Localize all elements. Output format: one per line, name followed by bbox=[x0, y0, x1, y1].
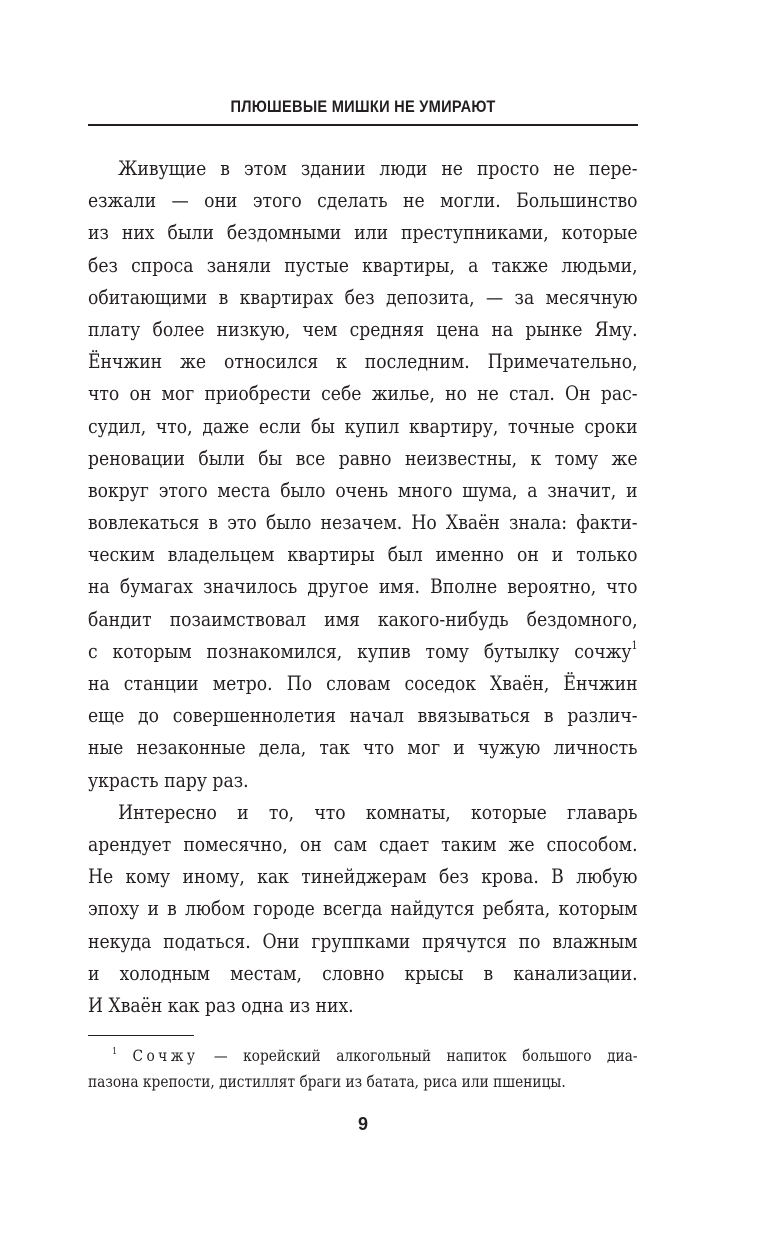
footnote-line: пазона крепости, дистиллят браги из батата, риса или пшеницы. bbox=[88, 1072, 566, 1091]
text-line: что он мог приобрести себе жилье, но не стал. Он рас- bbox=[88, 381, 638, 406]
footnote-marker[interactable]: 1 bbox=[631, 638, 638, 652]
footnote bbox=[88, 1043, 638, 1095]
footnote-rule bbox=[88, 1035, 194, 1036]
text-line: Живущие в этом здании люди не просто не пере- bbox=[118, 156, 638, 180]
text-line: эпоху и в любом городе всегда найдутся ребята, которым bbox=[88, 896, 638, 921]
text-line: еще до совершеннолетия начал ввязываться в различ- bbox=[88, 703, 638, 728]
text-line: обитающими в квартирах без депозита, — за месячную bbox=[88, 284, 638, 309]
body-text bbox=[88, 152, 638, 1021]
text-line: арендует помесячно, он сам сдает таким же способом. bbox=[88, 831, 638, 856]
footnote-line bbox=[88, 1043, 638, 1069]
text-line: вовлекаться в это было незачем. Но Хваён знала: факти- bbox=[88, 510, 638, 535]
text-line: реновации были бы все равно неизвестны, к тому же bbox=[88, 445, 638, 470]
text-line: на бумагах значилось другое имя. Вполне вероятно, что bbox=[88, 574, 638, 599]
running-head: ПЛЮШЕВЫЕ МИШКИ НЕ УМИРАЮТ bbox=[230, 97, 496, 116]
text-line: Интересно и то, что комнаты, которые главарь bbox=[118, 799, 638, 824]
text-line: и холодным местам, словно крысы в канализации. bbox=[88, 960, 638, 985]
text-line: Не кому иному, как тинейджерам без крова. В любую bbox=[88, 864, 638, 889]
text-line: ческим владельцем квартиры был именно он и только bbox=[88, 542, 638, 567]
text-line: некуда податься. Они группками прячутся по влажным bbox=[88, 928, 638, 953]
text-line: плату более низкую, чем средняя цена на рынке Яму. bbox=[88, 316, 638, 341]
header-rule bbox=[88, 124, 638, 126]
text-line: из них были бездомными или преступниками, которые bbox=[88, 220, 638, 245]
text-line: на станции метро. По словам соседок Хваён, Ёнчжин bbox=[88, 671, 638, 695]
text-line-with-footnote bbox=[88, 635, 638, 667]
text-line: без спроса заняли пустые квартиры, а также людьми, bbox=[88, 252, 638, 277]
text-line: И Хваён как раз одна из них. bbox=[88, 992, 354, 1017]
footnote-definition: — корейский алкогольный напиток большого диа- bbox=[198, 1046, 638, 1065]
text-line: бандит позаимствовал имя какого-нибудь бездомного, bbox=[88, 606, 638, 631]
text-line: украсть пару раз. bbox=[88, 767, 249, 792]
text-line: ные незаконные дела, так что мог и чужую личность bbox=[88, 735, 638, 760]
text-line: судил, что, даже если бы купил квартиру, точные сроки bbox=[88, 413, 638, 438]
text-line: Ёнчжин же относился к последним. Примечательно, bbox=[88, 349, 638, 374]
footnote-number: 1 bbox=[112, 1047, 118, 1057]
text-line: езжали — они этого сделать не могли. Большинство bbox=[88, 188, 638, 213]
text-line-content: с которым познакомился, купив тому бутылку сочжу bbox=[88, 638, 632, 663]
page-number: 9 bbox=[357, 1114, 368, 1134]
text-line: вокруг этого места было очень много шума, а значит, и bbox=[88, 477, 638, 502]
footnote-term: Сочжу bbox=[132, 1046, 199, 1065]
